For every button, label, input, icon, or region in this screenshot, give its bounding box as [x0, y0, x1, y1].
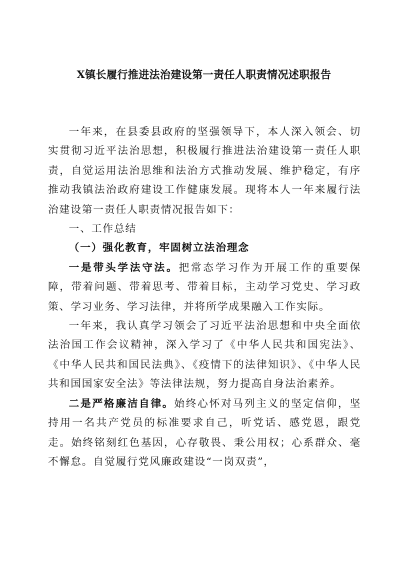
point-2-text: 始终心怀对马列主义的坚定信仰，坚持用一名共产党员的标准要求自己，听党话、感党恩，跟党走。始终铭刻红色基因，心存敬畏、秉公用权；心系群众、毫不懈怠。自觉履行党风廉政建设“一岗双责”，: [48, 397, 361, 468]
document-body: [48, 123, 361, 472]
document-title: X镇长履行推进法治建设第一责任人职责情况述职报告: [76, 69, 332, 81]
point-2-paragraph: [48, 395, 361, 473]
point-2-lead: 二是严格廉洁自律。: [68, 397, 175, 410]
intro-paragraph: 一年来，在县委县政府的坚强领导下，本人深入领会、切实贯彻习近平法治思想，积极履行推进法治建设第一责任人职责，自觉运用法治思维和法治方式推动发展、维护稳定，有序推动我镇法治政府建设工作健康发展。现将本人一年来履行法治建设第一责任人职责情况报告如下：: [48, 126, 361, 216]
point-1-lead: 一是带头学法守法。: [68, 261, 179, 274]
point-1-paragraph: [48, 259, 361, 317]
subsection-heading-education: （一）强化教育，牢固树立法治理念: [68, 242, 250, 255]
section-heading-work-summary: 一、工作总结: [68, 223, 137, 236]
point-1-text: 把常态学习作为开展工作的重要保障，带着问题、带着思考、带着目标，主动学习党史、学习政策、学习业务、学习法律，并将所学成果融入工作实际。: [48, 261, 361, 313]
study-paragraph: 一年来，我认真学习领会了习近平法治思想和中央全面依法治国工作会议精神，深入学习了《中华人民共和国宪法》、《中华人民共和国民法典》、《疫情下的法律知识》、《中华人民共和国国家安全法》等法律法规，努力提高自身法治素养。: [48, 320, 361, 391]
